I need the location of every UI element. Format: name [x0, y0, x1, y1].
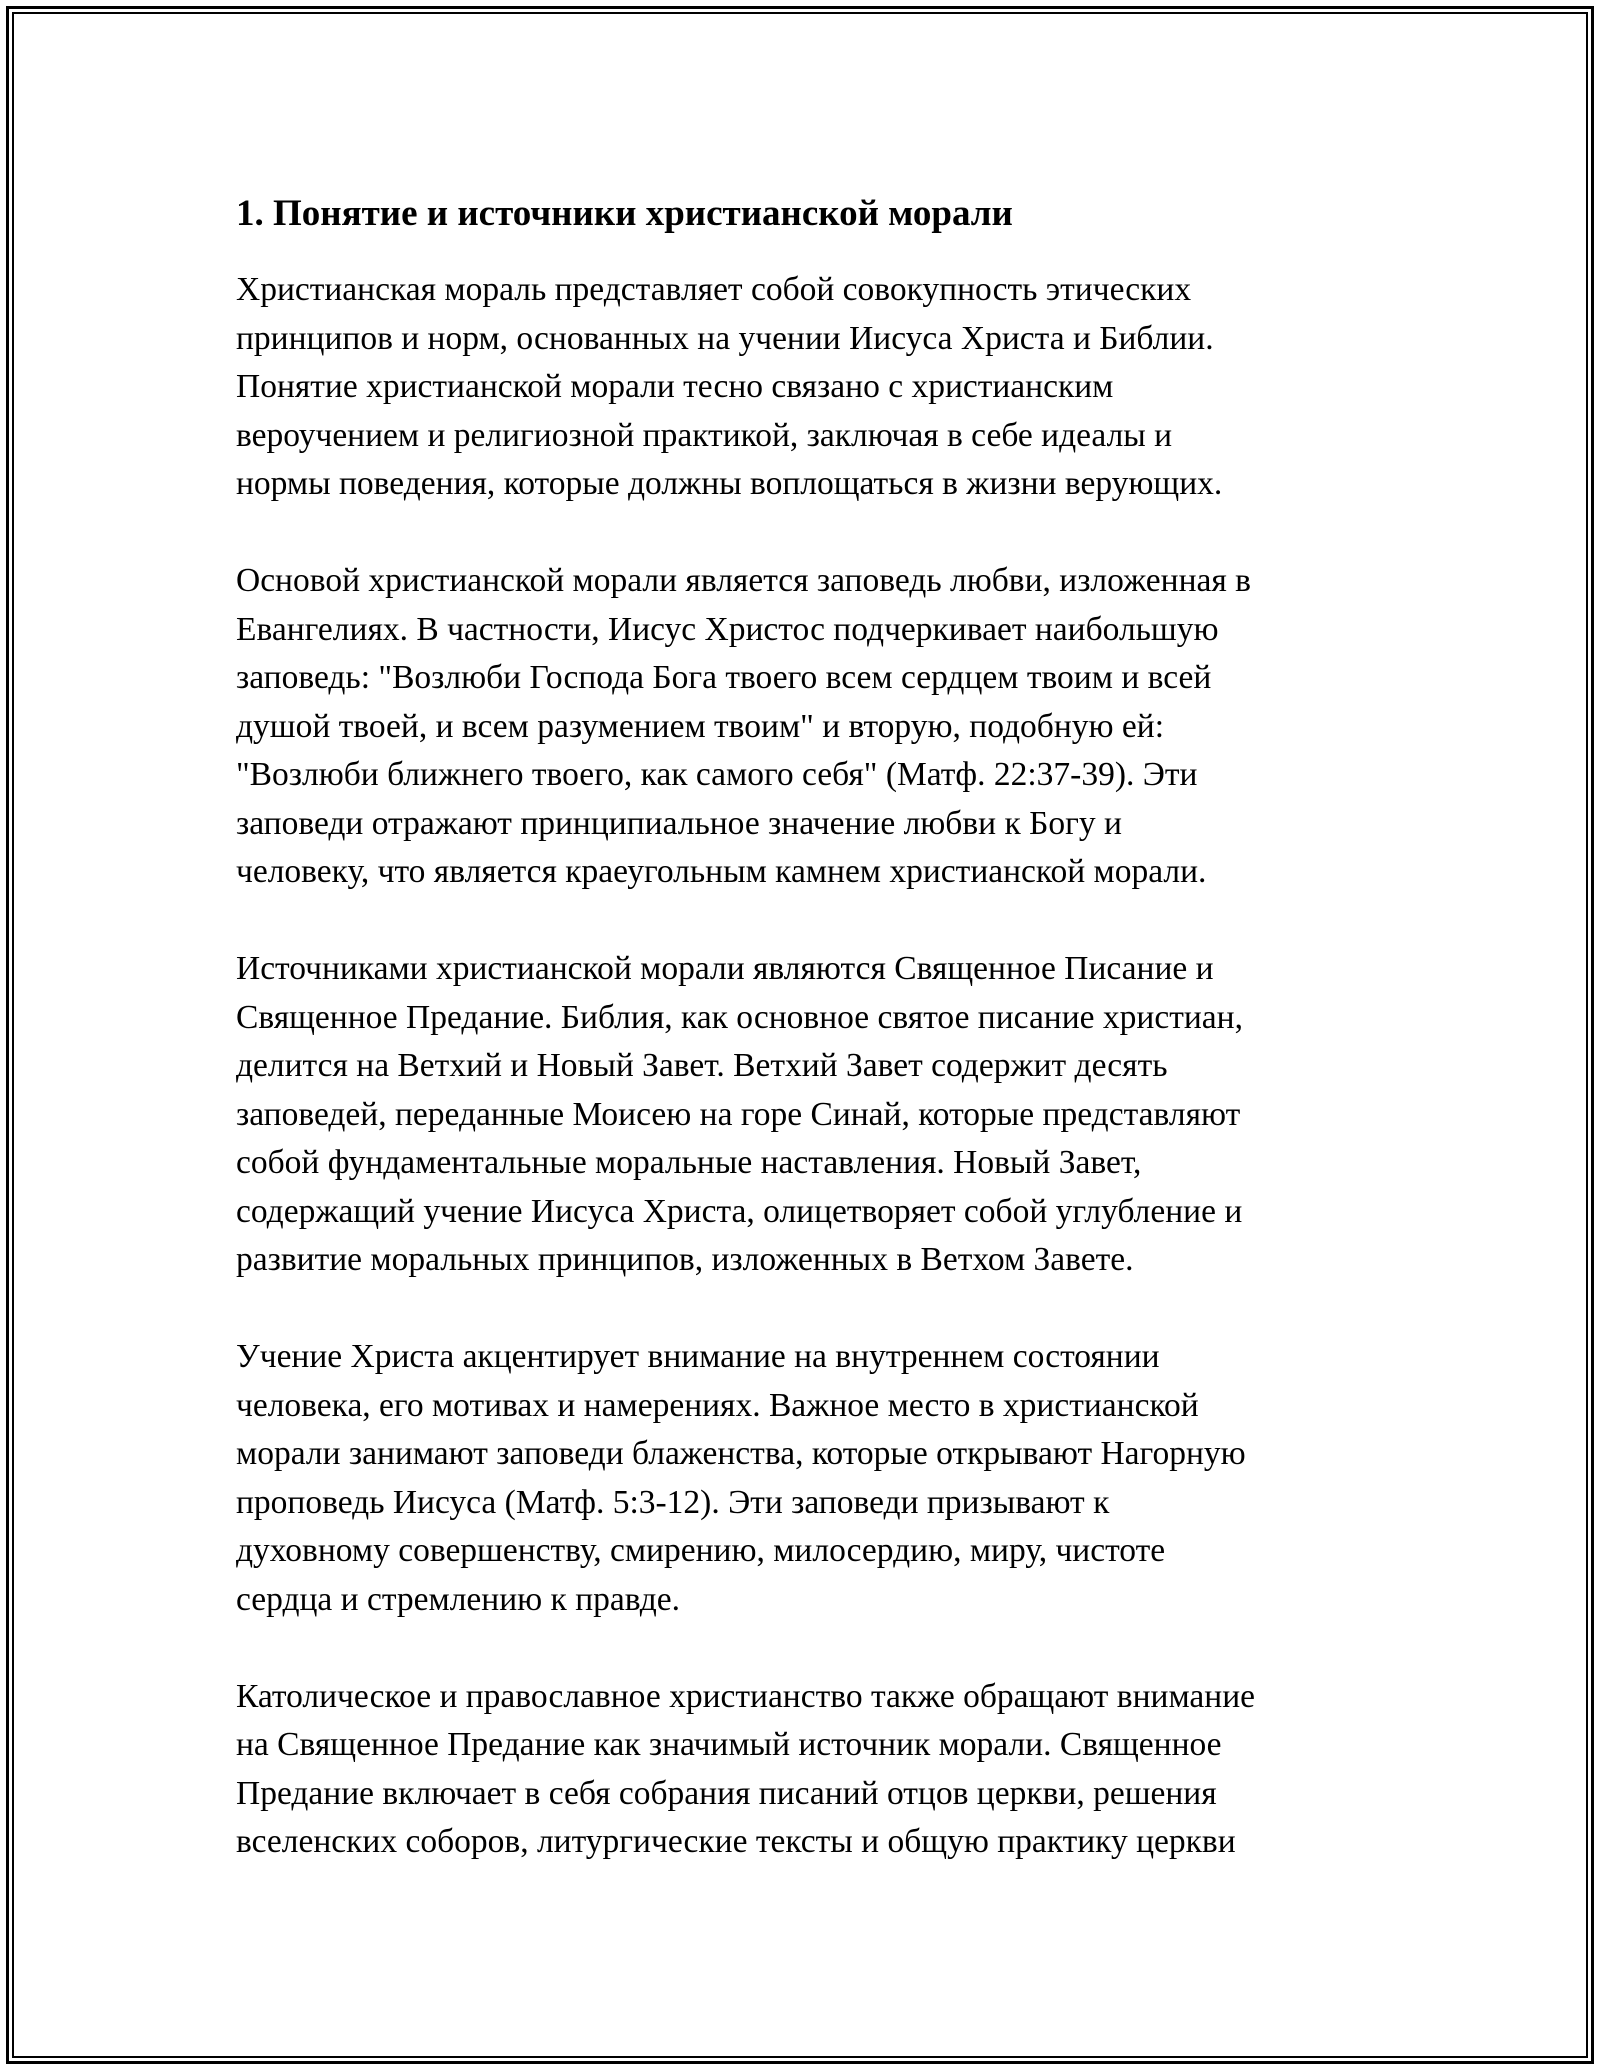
paragraph-line: духовному совершенству, смирению, милосердию, миру, чистоте	[236, 1532, 1166, 1569]
paragraph-line: Предание включает в себя собрания писаний отцов церкви, решения	[236, 1774, 1217, 1812]
paragraph-line: сердца и стремлению к правде.	[236, 1580, 681, 1618]
paragraph-line: Священное Предание. Библия, как основное святое писание христиан,	[236, 998, 1243, 1036]
paragraph-line: Учение Христа акцентирует внимание на внутреннем состоянии	[236, 1338, 1160, 1375]
paragraph-line: душой твоей, и всем разумением твоим" и вторую, подобную ей:	[236, 707, 1165, 745]
section-heading: 1. Понятие и источники христианской морали	[236, 193, 1013, 234]
paragraph-2	[236, 557, 1366, 897]
paragraph-line: "Возлюби ближнего твоего, как самого себя" (Матф. 22:37-39). Эти	[236, 756, 1198, 793]
paragraph-line: заповедь: "Возлюби Господа Бога твоего всем сердцем твоим и всей	[236, 659, 1212, 696]
paragraph-line: делится на Ветхий и Новый Завет. Ветхий Завет содержит десять	[236, 1047, 1168, 1084]
paragraph-3	[236, 945, 1366, 1285]
paragraph-line: Евангелиях. В частности, Иисус Христос подчеркивает наибольшую	[236, 610, 1219, 648]
paragraph-line: проповедь Иисуса (Матф. 5:3-12). Эти заповеди призывают к	[236, 1483, 1110, 1521]
paragraph-line: Христианская мораль представляет собой совокупность этических	[236, 271, 1192, 308]
paragraph-line: на Священное Предание как значимый источник морали. Священное	[236, 1726, 1222, 1763]
paragraph-line: Основой христианской морали является заповедь любви, изложенная в	[236, 562, 1251, 599]
paragraph-line: человека, его мотивах и намерениях. Важное место в христианской	[236, 1386, 1199, 1424]
document-body	[236, 188, 1366, 1915]
paragraph-1	[236, 266, 1366, 509]
paragraph-line: Католическое и православное христианство также обращают внимание	[236, 1677, 1256, 1715]
paragraph-line: заповеди отражают принципиальное значение любви к Богу и	[236, 804, 1122, 842]
paragraph-line: Понятие христианской морали тесно связано с христианским	[236, 368, 1114, 405]
paragraph-5	[236, 1673, 1366, 1867]
paragraph-line: вселенских соборов, литургические тексты и общую практику церкви	[236, 1823, 1236, 1860]
paragraph-line: вероучением и религиозной практикой, заключая в себе идеалы и	[236, 416, 1173, 454]
paragraph-line: собой фундаментальные моральные наставления. Новый Завет,	[236, 1144, 1142, 1181]
paragraph-line: содержащий учение Иисуса Христа, олицетворяет собой углубление и	[236, 1192, 1243, 1230]
paragraph-line: заповедей, переданные Моисею на горе Синай, которые представляют	[236, 1095, 1241, 1133]
paragraph-line: человеку, что является краеугольным камнем христианской морали.	[236, 853, 1207, 890]
paragraph-line: принципов и норм, основанных на учении Иисуса Христа и Библии.	[236, 319, 1214, 357]
paragraph-line: развитие моральных принципов, изложенных в Ветхом Завете.	[236, 1241, 1134, 1278]
paragraph-line: морали занимают заповеди блаженства, которые открывают Нагорную	[236, 1435, 1246, 1472]
paragraph-line: нормы поведения, которые должны воплощаться в жизни верующих.	[236, 465, 1223, 502]
paragraph-4	[236, 1333, 1366, 1624]
paragraph-line: Источниками христианской морали являются Священное Писание и	[236, 950, 1214, 987]
